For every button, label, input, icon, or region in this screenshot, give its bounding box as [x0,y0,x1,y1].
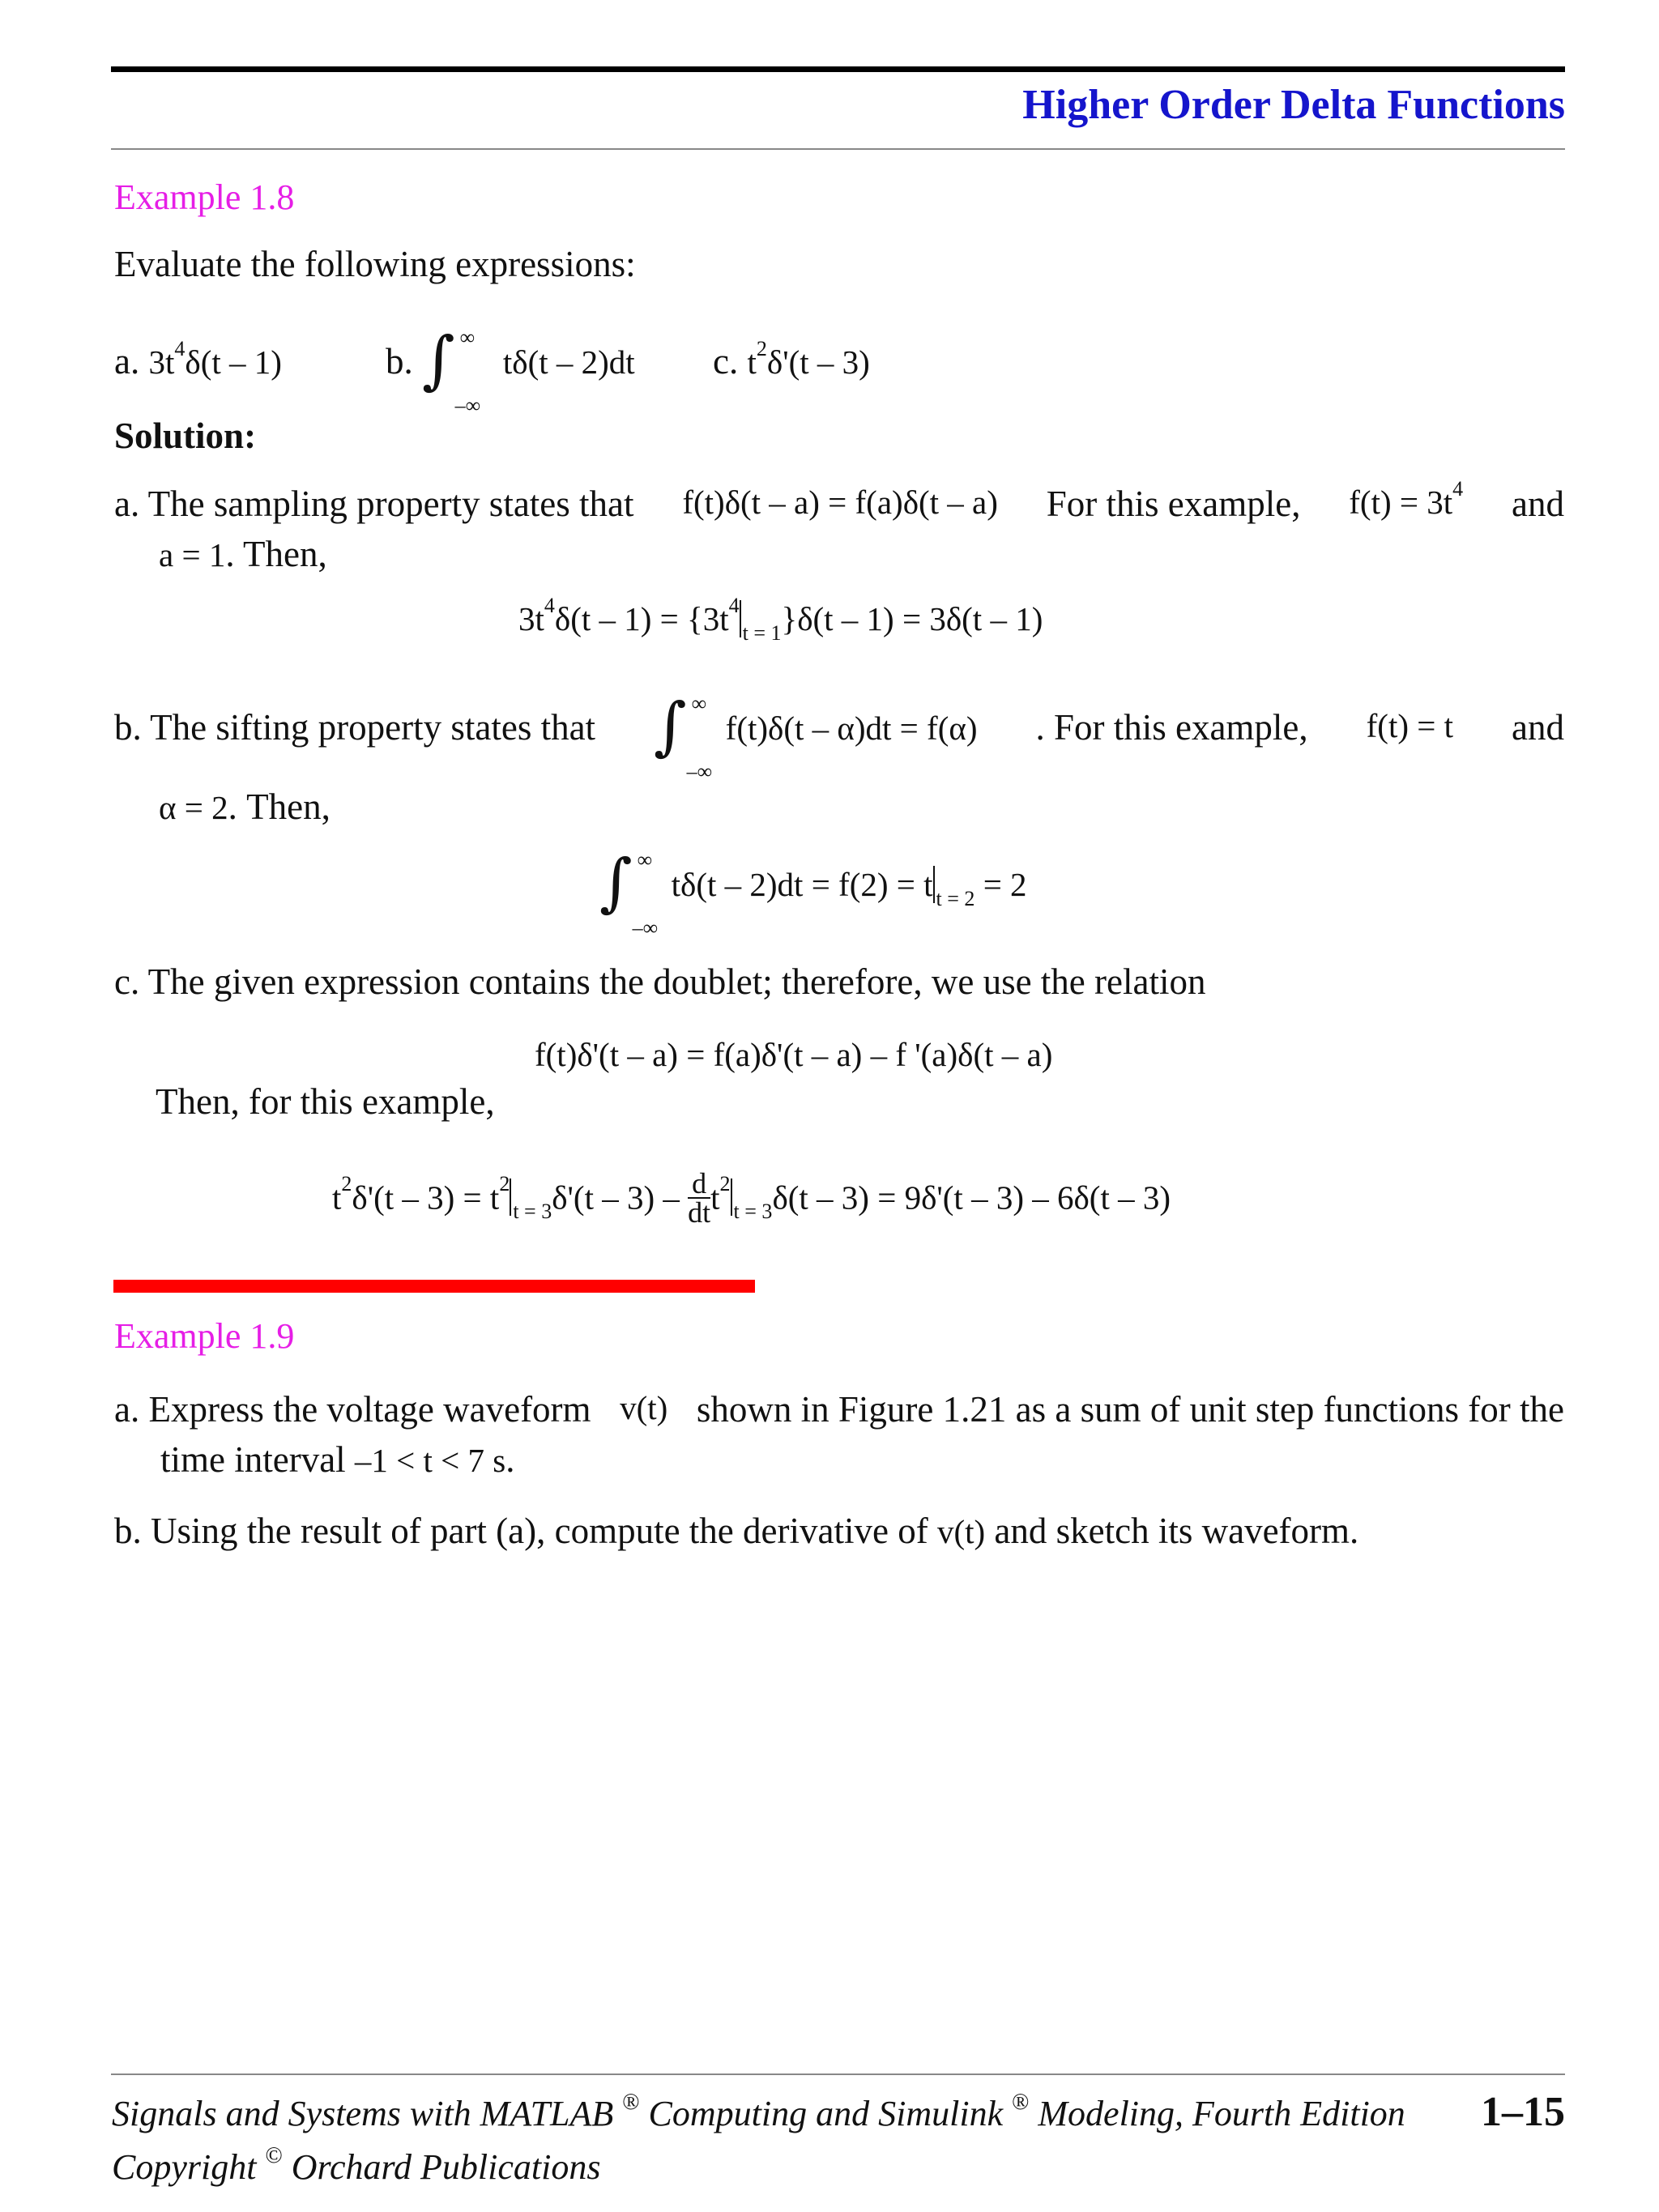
footer-book-title: Signals and Systems with MATLAB ® Computing and Simulink ® Modeling, Fourth Edition [112,2090,1405,2133]
integral-sign: ∫ [422,324,455,397]
item-a: a. $3t^4\delta(t - 1)$ [114,337,282,381]
integral-sign: ∫ [599,846,633,919]
solution-label: Solution: [114,416,257,456]
derivative-fraction: $\frac{d}{dt}$ [688,1167,711,1229]
example-1-8-title: Example 1.8 [114,177,295,217]
integral-sign: ∫ [654,690,687,763]
section-divider-bar [113,1280,755,1293]
example-1-9-title: Example 1.9 [114,1316,295,1356]
part-c-equation: $t^2\delta'(t - 3) = t^2_{t = 3}\delta'(t - 3)$ – $\frac{d}{dt}$ $t^2_{t = 3}\delta(t - 3) = 9\delta'(t - 3) - 6\delta(t - 3)$ [332,1167,1171,1229]
footer-copyright: Copyright © Orchard Publications [112,2143,601,2187]
header-underline [111,148,1565,150]
example-1-9-a-line2: time interval –1 < t < 7 s. [160,1439,515,1480]
part-b-line1: b. The sifting property states that ∫ ∞ –∞ f(t)δ(t – α)dt = f(α) . For this example, f(t) = t and [114,690,1564,783]
item-b: b. ∫ ∞ –∞ tδ(t – 2)dt [386,324,635,417]
part-a-line2: a = 1. Then, [159,534,327,574]
page-number: 1–15 [1481,2089,1565,2135]
item-c: c. $t^2\delta'(t - 3)$ [713,337,870,381]
example-1-9-b-line: b. Using the result of part (a), compute the derivative of v(t) and sketch its waveform. [114,1511,1359,1551]
footer-rule [111,2073,1565,2075]
part-c-relation: f(t)δ'(t – a) = f(a)δ'(t – a) – f '(a)δ(t – a) [535,1036,1053,1073]
example-1-8-prompt: Evaluate the following expressions: [114,244,636,284]
chapter-title: Higher Order Delta Functions [1022,82,1565,128]
part-b-line2: α = 2. Then, [159,786,331,827]
part-a-equation: $3t^4\delta(t - 1) = \{3t^4_{t = 1}\}\delta(t - 1) = 3\delta(t - 1)$ [518,594,1043,645]
example-1-9-a-line1: a. Express the voltage waveform v(t) shown in Figure 1.21 as a sum of unit step functions for the [114,1389,1564,1430]
part-c-line1: c. The given expression contains the doublet; therefore, we use the relation [114,961,1206,1002]
part-b-equation: ∫ ∞ –∞ tδ(t – 2)dt = f(2) = t $_{t = 2}$ = 2 [599,846,1027,940]
part-a-line1: a. The sampling property states that f(t)δ(t – a) = f(a)δ(t – a) For this example, $f(t) = 3t^4$ and [114,477,1564,524]
header-rule [111,66,1565,72]
part-c-then: Then, for this example, [156,1081,495,1122]
